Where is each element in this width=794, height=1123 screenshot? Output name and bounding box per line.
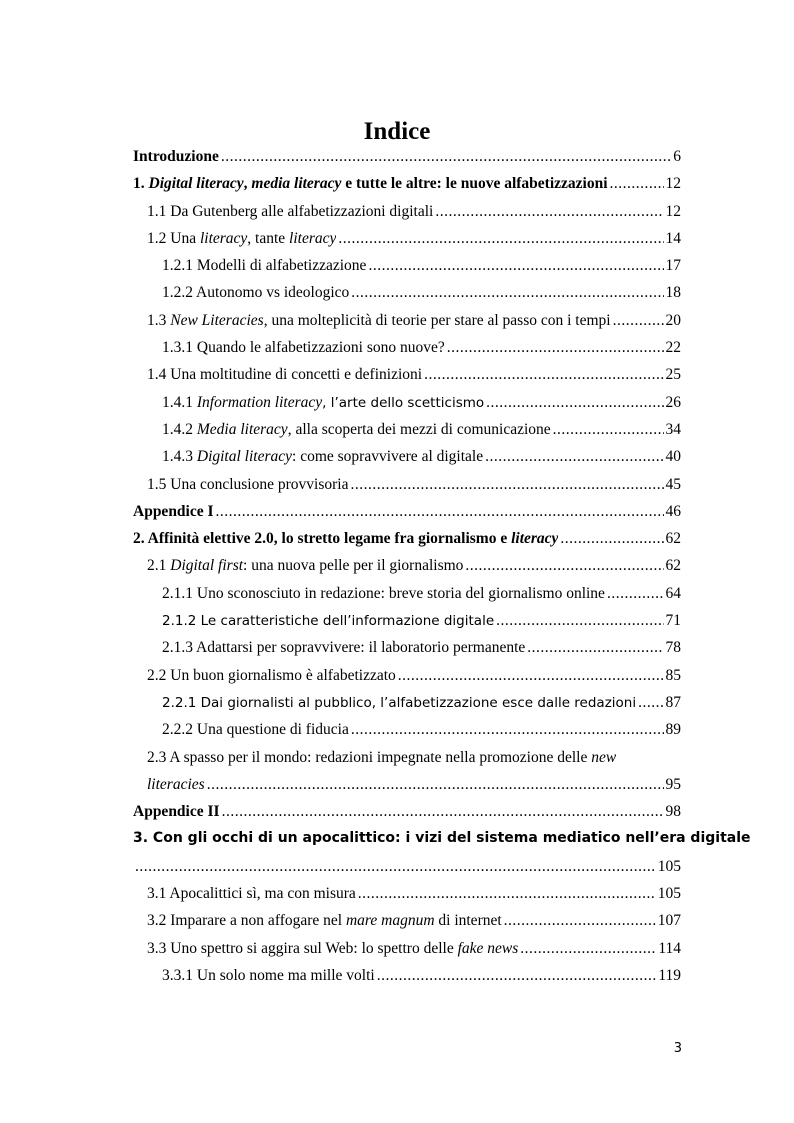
toc-entry-title: 1.4.3 Digital literacy: come sopravvivere al digitale xyxy=(162,448,484,466)
toc-entry-2-1-3[interactable] xyxy=(133,634,681,661)
toc-entry-3-1[interactable] xyxy=(133,880,681,907)
toc-entry-title: 1.3 New Literacies, una molteplicità di teorie per stare al passo con i tempi xyxy=(147,311,611,329)
dot-leader xyxy=(398,662,664,689)
toc-entry-2-2-1[interactable] xyxy=(133,689,681,716)
toc-page-number: 107 xyxy=(657,912,681,930)
toc-page-number: 26 xyxy=(665,393,681,411)
toc-page-number: 87 xyxy=(665,693,681,711)
toc-page-number: 85 xyxy=(665,666,681,684)
dot-leader xyxy=(486,389,663,416)
toc-page-number: 62 xyxy=(665,530,681,548)
toc-entry-2-3-line1[interactable]: 2.3 A spasso per il mondo: redazioni impegnate nella promozione delle new xyxy=(147,748,617,766)
toc-entry-2-2-2[interactable] xyxy=(133,716,681,743)
toc-entry-title: 2.2.1 Dai giornalisti al pubblico, l’alfabetizzazione esce dalle redazioni xyxy=(162,694,637,711)
toc-page-number: 25 xyxy=(665,366,681,384)
toc-page-number: 105 xyxy=(657,885,681,903)
toc-entry-2-3-line2[interactable] xyxy=(133,771,681,798)
toc-entry-1-4-3[interactable] xyxy=(133,443,681,470)
toc-entry-title: 3.3 Uno spettro si aggira sul Web: lo spettro delle fake news xyxy=(147,939,519,957)
toc-entry-3-2[interactable] xyxy=(133,907,681,934)
toc-page-number: 95 xyxy=(665,775,681,793)
page-title: Indice xyxy=(363,118,431,145)
toc-entry-title: 1.1 Da Gutenberg alle alfabetizzazioni digitali xyxy=(147,202,434,220)
dot-leader xyxy=(610,170,664,197)
table-of-contents xyxy=(133,143,751,989)
dot-leader xyxy=(527,634,663,661)
dot-leader xyxy=(350,471,663,498)
toc-entry-title: 2.2 Un buon giornalismo è alfabetizzato xyxy=(147,666,396,684)
toc-entry-title: 2.1.2 Le caratteristiche dell’informazione digitale xyxy=(162,613,495,630)
toc-entry-title: 1.2.2 Autonomo vs ideologico xyxy=(162,284,350,302)
toc-page-number: 98 xyxy=(665,803,681,821)
toc-entry-1-3-1[interactable] xyxy=(133,334,681,361)
toc-page-number: 20 xyxy=(665,311,681,329)
toc-entry-title: 2.1.3 Adattarsi per sopravvivere: il laboratorio permanente xyxy=(162,639,526,657)
toc-entry-title: 1.5 Una conclusione provvisoria xyxy=(147,475,349,493)
dot-leader xyxy=(504,907,656,934)
toc-page-number: 119 xyxy=(658,966,681,984)
toc-page-number: 12 xyxy=(665,202,681,220)
dot-leader xyxy=(207,771,664,798)
toc-entry-title: 1.2 Una literacy, tante literacy xyxy=(147,229,337,247)
toc-entry-1-1[interactable] xyxy=(133,198,681,225)
toc-entry-title: Appendice II xyxy=(133,803,220,821)
page-number: 3 xyxy=(673,1041,682,1056)
toc-entry-2-2[interactable] xyxy=(133,662,681,689)
dot-leader xyxy=(135,853,656,880)
dot-leader xyxy=(638,689,663,716)
toc-entry-1-4-2[interactable] xyxy=(133,416,681,443)
toc-page-number: 78 xyxy=(665,639,681,657)
toc-entry-title: 2. Affinità elettive 2.0, lo stretto legame fra giornalismo e literacy xyxy=(133,530,559,548)
toc-entry-2-1[interactable] xyxy=(133,552,681,579)
toc-entry-title: 1.2.1 Modelli di alfabetizzazione xyxy=(162,257,367,275)
toc-entry-chapter-1[interactable] xyxy=(133,170,681,197)
toc-page-number: 6 xyxy=(673,148,681,165)
dot-leader xyxy=(222,798,664,825)
toc-page-number: 89 xyxy=(665,721,681,739)
toc-entry-chapter-3-line1[interactable]: 3. Con gli occhi di un apocalittico: i vizi del sistema mediatico nell’era digitale xyxy=(133,830,751,847)
dot-leader xyxy=(216,498,664,525)
dot-leader xyxy=(377,962,657,989)
toc-entry-3-3-1[interactable] xyxy=(133,962,681,989)
toc-page-number: 34 xyxy=(665,420,681,438)
toc-entry-1-5[interactable] xyxy=(133,471,681,498)
toc-page-number: 64 xyxy=(665,584,681,602)
toc-entry-title: Introduzione xyxy=(133,148,219,165)
toc-entry-chapter-3-line2[interactable] xyxy=(133,853,681,880)
toc-entry-title: 2.1 Digital first: una nuova pelle per il giornalismo xyxy=(147,557,464,575)
toc-entry-1-4[interactable] xyxy=(133,361,681,388)
toc-entry-title: 1.4 Una moltitudine di concetti e definizioni xyxy=(147,366,423,384)
toc-entry-title: 1.3.1 Quando le alfabetizzazioni sono nuove? xyxy=(162,339,445,357)
toc-entry-title: 3.1 Apocalittici sì, ma con misura xyxy=(147,885,356,903)
toc-entry-1-4-1[interactable] xyxy=(133,389,681,416)
toc-entry-1-2[interactable] xyxy=(133,225,681,252)
dot-leader xyxy=(553,416,664,443)
dot-leader xyxy=(607,580,664,607)
toc-page-number: 14 xyxy=(665,229,681,247)
toc-entry-2-1-1[interactable] xyxy=(133,580,681,607)
toc-entry-title: 2.1.1 Uno sconosciuto in redazione: breve storia del giornalismo online xyxy=(162,584,605,602)
toc-page-number: 45 xyxy=(665,475,681,493)
toc-entry-appendice-2[interactable] xyxy=(133,798,681,825)
toc-entry-appendice-1[interactable] xyxy=(133,498,681,525)
toc-page-number: 18 xyxy=(665,284,681,302)
dot-leader xyxy=(358,880,656,907)
toc-entry-1-2-1[interactable] xyxy=(133,252,681,279)
toc-entry-title: 2.2.2 Una questione di fiducia xyxy=(162,721,349,739)
toc-page-number: 105 xyxy=(657,857,681,875)
toc-page-number: 22 xyxy=(665,339,681,357)
dot-leader xyxy=(351,279,663,306)
toc-page-number: 17 xyxy=(665,257,681,275)
toc-page-number: 62 xyxy=(665,557,681,575)
dot-leader xyxy=(560,525,663,552)
dot-leader xyxy=(338,225,663,252)
toc-entry-title: 1.4.1 Information literacy, l’arte dello scetticismo xyxy=(162,393,485,411)
dot-leader xyxy=(485,443,663,470)
dot-leader xyxy=(520,935,656,962)
toc-entry-2-1-2[interactable] xyxy=(133,607,681,634)
toc-page-number: 46 xyxy=(665,502,681,520)
toc-entry-chapter-2[interactable] xyxy=(133,525,681,552)
dot-leader xyxy=(465,552,663,579)
dot-leader xyxy=(221,143,671,170)
toc-entry-title: 1. Digital literacy, media literacy e tutte le altre: le nuove alfabetizzazioni xyxy=(133,175,608,193)
toc-page-number: 40 xyxy=(665,448,681,466)
dot-leader xyxy=(613,307,664,334)
toc-entry-1-2-2[interactable] xyxy=(133,279,681,306)
dot-leader xyxy=(351,716,664,743)
toc-entry-title: 3.2 Imparare a non affogare nel mare magnum di internet xyxy=(147,912,502,930)
toc-entry-title: Appendice I xyxy=(133,502,214,520)
toc-entry-1-3[interactable] xyxy=(133,307,681,334)
dot-leader xyxy=(447,334,664,361)
dot-leader xyxy=(424,361,663,388)
dot-leader xyxy=(368,252,663,279)
toc-page-number: 114 xyxy=(658,939,681,957)
toc-page-number: 12 xyxy=(665,175,681,193)
toc-entry-title: 1.4.2 Media literacy, alla scoperta dei mezzi di comunicazione xyxy=(162,420,551,438)
toc-entry-3-3[interactable] xyxy=(133,935,681,962)
toc-entry-title: 3.3.1 Un solo nome ma mille volti xyxy=(162,966,375,984)
toc-page-number: 71 xyxy=(665,612,681,630)
toc-entry-title: literacies xyxy=(147,775,205,793)
dot-leader xyxy=(496,607,663,634)
dot-leader xyxy=(435,198,663,225)
toc-entry-introduzione[interactable] xyxy=(133,143,681,170)
